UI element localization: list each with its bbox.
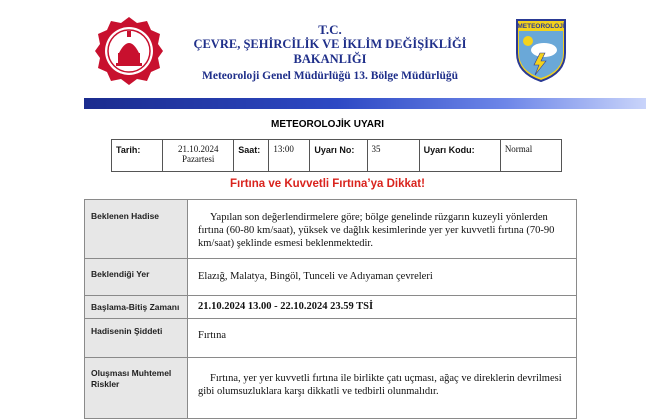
- document-header: [160, 22, 500, 84]
- details-label: Beklendiği Yer: [85, 259, 188, 295]
- date-value: 21.10.2024: [177, 144, 219, 154]
- warning-number-value: 35: [367, 140, 419, 172]
- details-row-expected-event: [85, 200, 576, 259]
- details-label: Oluşması Muhtemel Riskler: [85, 358, 188, 418]
- details-value: [188, 200, 576, 258]
- details-value: 21.10.2024 13.00 - 22.10.2024 23.59 TSİ: [198, 301, 374, 312]
- risks-text: Fırtına, yer yer kuvvetli fırtına ile birlikte çatı uçması, ağaç ve direklerin devrilmesi gibi olumsuzluklara karşı dikkatli ve tedbirli olunmalıdır.: [198, 373, 562, 397]
- header-directorate: Meteoroloji Genel Müdürlüğü 13. Bölge Müdürlüğü: [202, 70, 458, 82]
- header-ministry-name-cont: BAKANLIĞI: [293, 52, 367, 66]
- expected-event-text: Yapılan son değerlendirmelere göre; bölge genelinde rüzgarın kuzeyli yönlerden fırtına (60-80 km/saat), yüksek ve dağlık kesimlerinde yer yer kuvvetli fırtına (70-90 km/saat) şeklinde esmesi beklenmektedir.: [198, 212, 555, 249]
- section-title: METEOROLOJİK UYARI: [271, 119, 384, 130]
- details-value: Fırtına: [198, 330, 226, 341]
- details-label: Beklenen Hadise: [85, 200, 188, 258]
- warning-details-table: [84, 199, 577, 419]
- details-value: [188, 358, 576, 418]
- header-divider-bar: [84, 98, 646, 109]
- header-ministry-name: ÇEVRE, ŞEHİRCİLİK VE İKLİM DEĞİŞİKLİĞİ: [193, 37, 467, 51]
- warning-info-table: [111, 139, 562, 172]
- warning-number-label: Uyarı No:: [310, 140, 367, 172]
- meteorology-logo: [514, 17, 568, 83]
- day-value: Pazartesi: [181, 154, 215, 164]
- details-row-severity: [85, 319, 576, 358]
- details-label: Hadisenin Şiddeti: [85, 319, 188, 357]
- warning-code-label: Uyarı Kodu:: [419, 140, 500, 172]
- date-cell: [163, 140, 234, 172]
- warning-code-value: Normal: [500, 140, 561, 172]
- details-row-risks: [85, 358, 576, 418]
- header-line-tc: T.C.: [318, 22, 342, 37]
- time-label: Saat:: [234, 140, 269, 172]
- meteorology-logo-text: METEOROLOJİ: [517, 23, 565, 30]
- details-label: Başlama-Bitiş Zamanı: [85, 296, 188, 318]
- details-row-time-range: [85, 296, 576, 319]
- details-value: Elazığ, Malatya, Bingöl, Tunceli ve Adıyaman çevreleri: [198, 271, 433, 282]
- ministry-logo: [93, 15, 165, 87]
- details-row-location: [85, 259, 576, 296]
- warning-title: Fırtına ve Kuvvetli Fırtına’ya Dikkat!: [230, 178, 425, 190]
- time-value: 13:00: [269, 140, 310, 172]
- date-label: Tarih:: [112, 140, 163, 172]
